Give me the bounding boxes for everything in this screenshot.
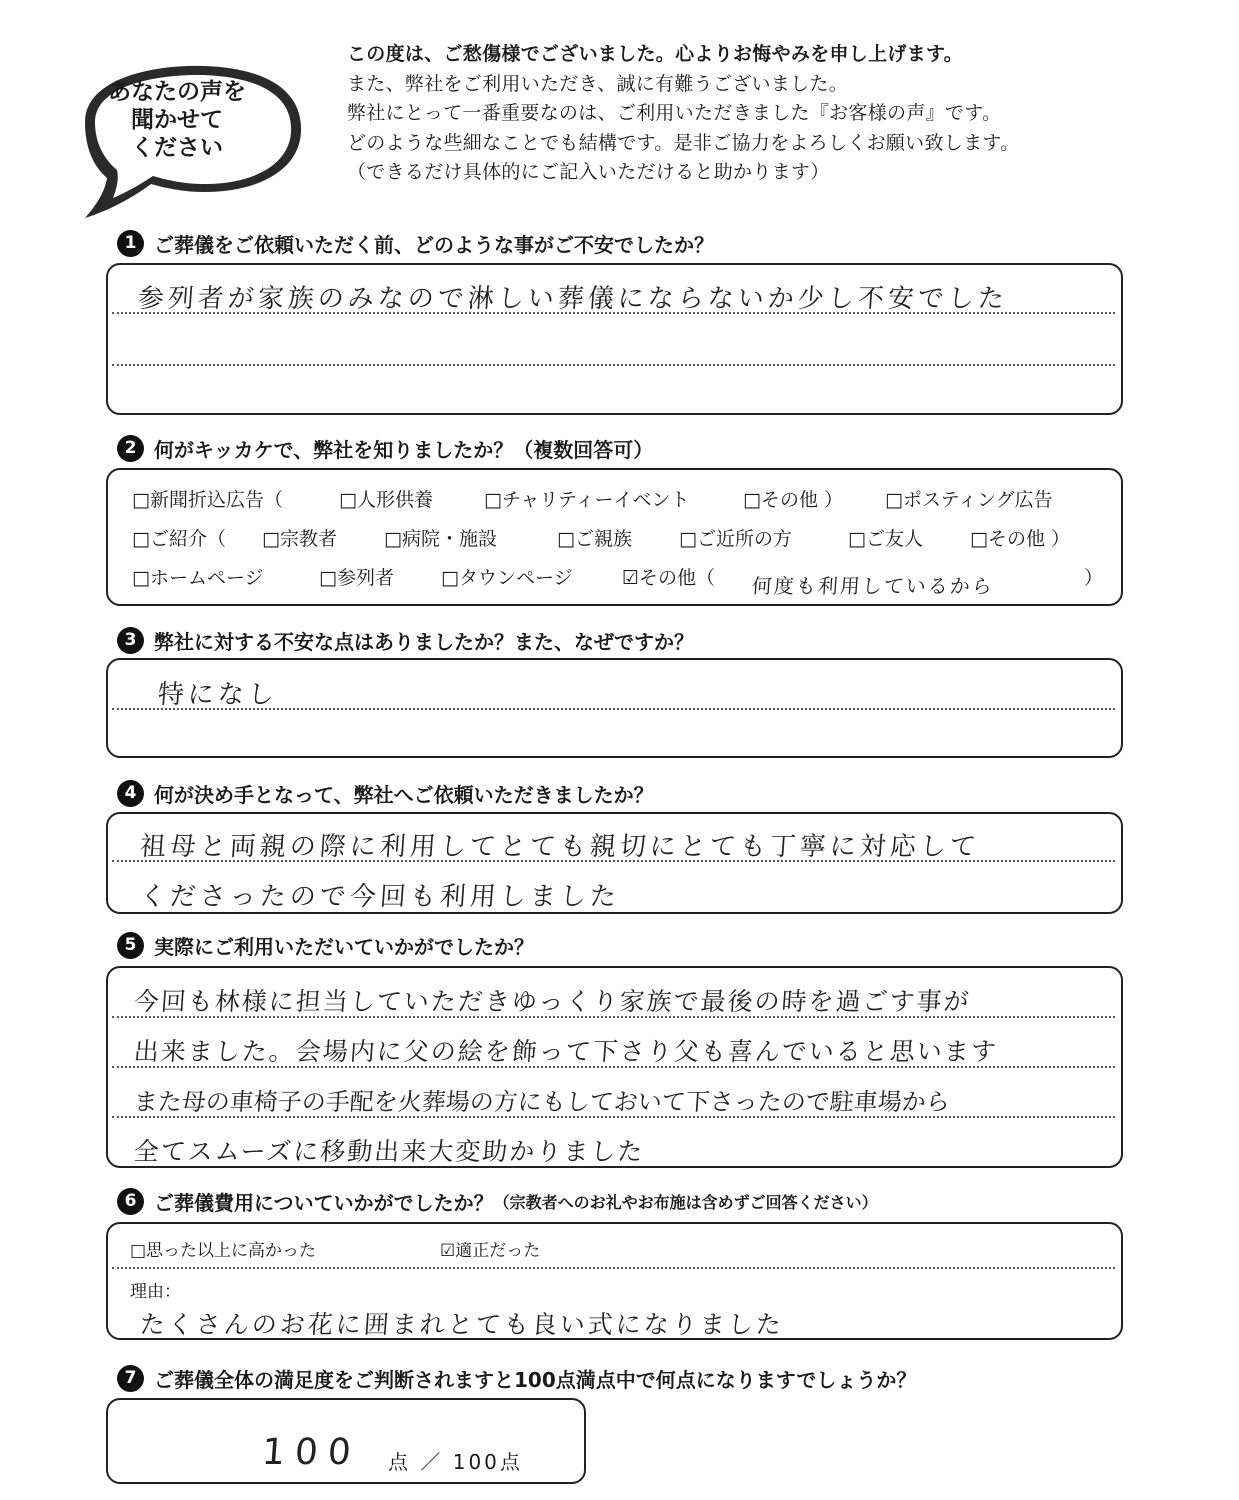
- checkbox-option[interactable]: □その他 ）: [970, 528, 1070, 550]
- question-6-heading: [117, 1187, 878, 1216]
- bubble-title: [82, 78, 272, 162]
- reason-label: 理由：: [130, 1282, 181, 1302]
- question-number-badge: 6: [117, 1188, 144, 1215]
- checkbox-option[interactable]: □人形供養: [339, 489, 433, 511]
- question-text: ご葬儀全体の満足度をご判断されますと100点満点中で何点になりますでしょうか？: [154, 1368, 917, 1392]
- question-7-heading: [117, 1364, 916, 1393]
- question-text: ご葬儀をご依頼いただく前、どのような事がご不安でしたか？: [154, 233, 714, 257]
- question-text: ご葬儀費用についていかがでしたか？: [154, 1191, 494, 1215]
- checkbox-option[interactable]: □思った以上に高かった: [130, 1241, 317, 1261]
- checkbox-option[interactable]: □ご近所の方: [679, 528, 792, 550]
- intro-line: どのような些細なことでも結構です。是非ご協力をよろしくお願い致します。: [347, 131, 1020, 154]
- question-2-heading: [117, 434, 653, 463]
- question-number-badge: 1: [117, 230, 144, 257]
- question-4-heading: [117, 779, 654, 808]
- handwritten-reason: たくさんのお花に囲まれとても良い式になりました: [138, 1310, 785, 1339]
- intro-line: また、弊社をご利用いただき、誠に有難うございました。: [347, 72, 849, 95]
- handwritten-answer: 特になし: [156, 680, 279, 710]
- checkbox-option[interactable]: □チャリティーイベント: [484, 489, 690, 511]
- handwritten-answer: 全てスムーズに移動出来大変助かりました: [132, 1137, 646, 1166]
- question-note: （宗教者へのお礼やお布施は含めずご回答ください）: [493, 1193, 878, 1212]
- bubble-line: ください: [131, 135, 223, 161]
- checkbox-option[interactable]: □ご友人: [848, 528, 923, 550]
- checkbox-option[interactable]: □病院・施設: [384, 528, 497, 550]
- handwritten-answer: 祖母と両親の際に利用してとても親切にとても丁寧に対応して: [138, 832, 981, 862]
- question-1-heading: [117, 229, 714, 258]
- handwritten-answer: くださったので今回も利用しました: [138, 882, 621, 912]
- handwritten-answer: また母の車椅子の手配を火葬場の方にもしておいて下さったので駐車場から: [132, 1088, 951, 1116]
- handwritten-score: 100: [260, 1432, 363, 1473]
- checkbox-option[interactable]: □ご紹介（: [132, 528, 226, 550]
- question-text: 何がキッカケで、弊社を知りましたか？（複数回答可）: [154, 438, 654, 462]
- checkbox-option[interactable]: □宗教者: [262, 528, 337, 550]
- handwritten-answer: 出来ました。会場内に父の絵を飾って下さり父も喜んでいると思います: [132, 1037, 999, 1066]
- checkbox-option[interactable]: □新聞折込広告（: [132, 489, 283, 511]
- checkbox-option[interactable]: □その他 ）: [743, 489, 843, 511]
- question-text: 実際にご利用いただいていかがでしたか？: [154, 935, 534, 959]
- intro-message: [347, 40, 1019, 188]
- ruled-line: [112, 364, 1115, 366]
- checkbox-option[interactable]: □ホームページ: [132, 567, 264, 589]
- checkbox-option[interactable]: □タウンページ: [441, 567, 573, 589]
- question-number-badge: 2: [117, 435, 144, 462]
- bubble-line: あなたの声を: [108, 79, 246, 105]
- handwritten-other: 何度も利用しているから: [751, 574, 995, 598]
- question-number-badge: 4: [117, 780, 144, 807]
- question-5-heading: [117, 931, 534, 960]
- question-number-badge: 5: [117, 932, 144, 959]
- question-number-badge: 7: [117, 1365, 144, 1392]
- intro-line: 弊社にとって一番重要なのは、ご利用いただきました『お客様の声』です。: [347, 102, 1002, 124]
- ruled-line: [112, 1267, 1115, 1269]
- handwritten-answer: 参列者が家族のみなので淋しい葬儀にならないか少し不安でした: [136, 284, 1009, 314]
- intro-line: この度は、ご愁傷様でございました。心よりお悔やみを申し上げます。: [347, 43, 964, 65]
- checkbox-option[interactable]: □ご親族: [557, 528, 632, 550]
- paren-close: ）: [1084, 567, 1104, 589]
- checkbox-option-checked[interactable]: ☑適正だった: [440, 1241, 541, 1261]
- bubble-line: 聞かせて: [131, 107, 223, 133]
- question-text: 何が決め手となって、弊社へご依頼いただきましたか？: [154, 783, 654, 807]
- checkbox-option[interactable]: □参列者: [319, 567, 394, 589]
- handwritten-answer: 今回も林様に担当していただきゆっくり家族で最後の時を過ごす事が: [132, 987, 972, 1016]
- checkbox-option[interactable]: □ポスティング広告: [885, 489, 1053, 511]
- score-suffix: 点 ／ 100点: [388, 1450, 523, 1474]
- question-text: 弊社に対する不安な点はありましたか？また、なぜですか？: [154, 630, 694, 654]
- question-3-heading: [117, 626, 694, 655]
- intro-line: （できるだけ具体的にご記入いただけると助かります）: [347, 161, 830, 183]
- question-number-badge: 3: [117, 627, 144, 654]
- checkbox-option-checked[interactable]: ☑その他（: [622, 567, 716, 589]
